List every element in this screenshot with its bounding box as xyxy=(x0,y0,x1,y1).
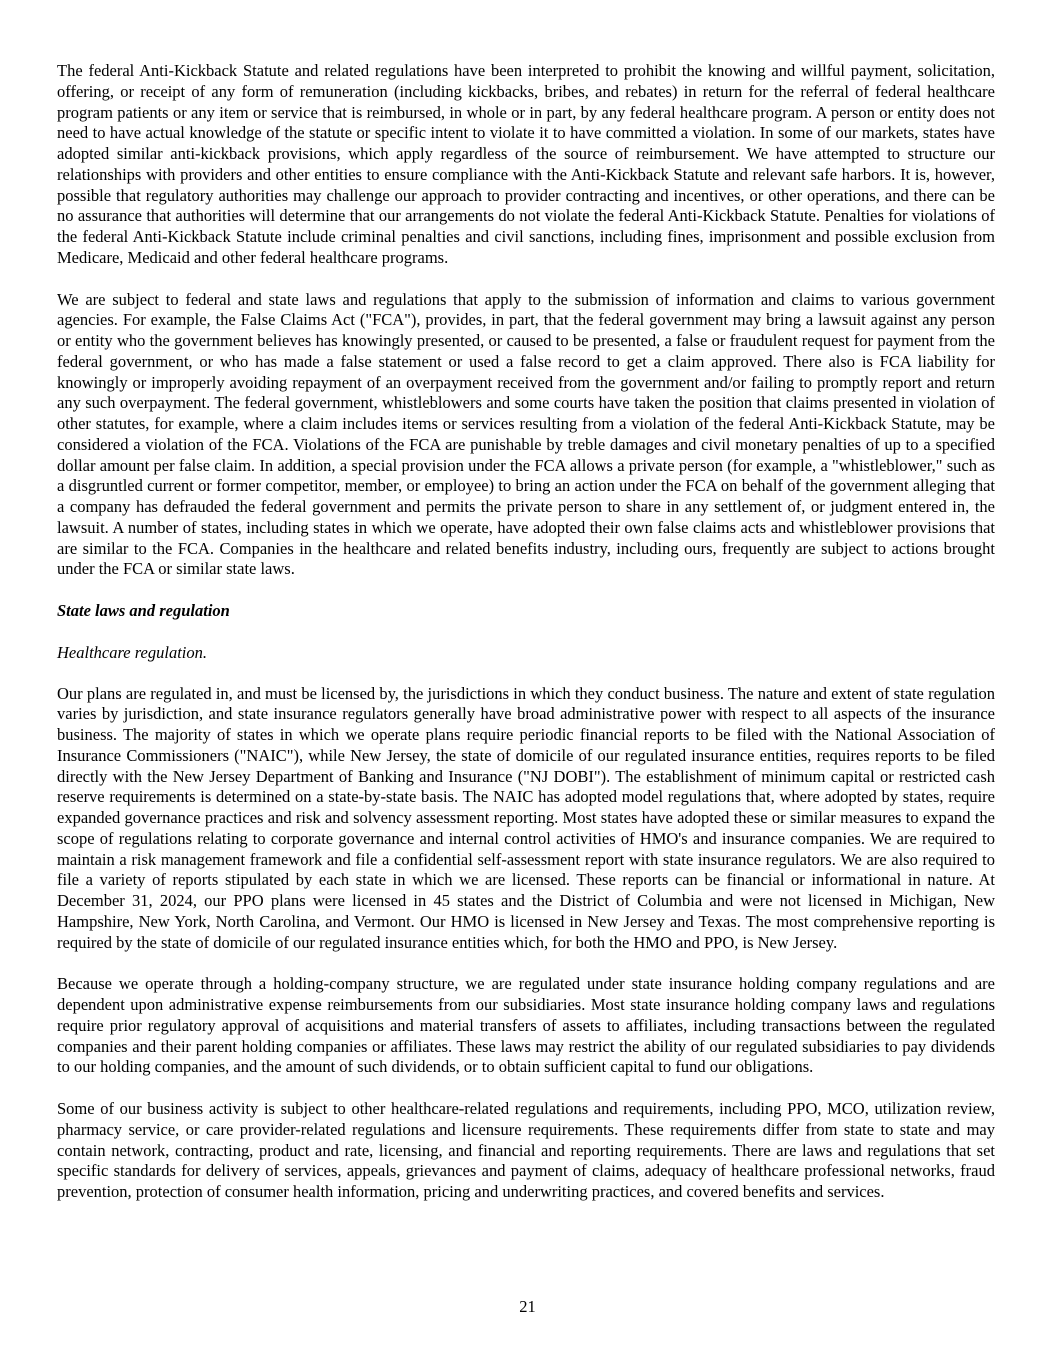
paragraph-anti-kickback-statute: The federal Anti-Kickback Statute and related regulations have been interpreted to prohibit the knowing and willful payment, solicitation, offering, or receipt of any form of remuneration (including kickbacks, bribes, and rebates) in return for the referral of federal healthcare program patients or any item or service that is reimbursed, in whole or in part, by any federal healthcare program. A person or entity does not need to have actual knowledge of the statute or specific intent to violate it to have committed a violation. In some of our markets, states have adopted similar anti-kickback provisions, which apply regardless of the source of reimbursement. We have attempted to structure our relationships with providers and other entities to ensure compliance with the Anti-Kickback Statute and relevant safe harbors. It is, however, possible that regulatory authorities may challenge our approach to provider contracting and incentives, or other operations, and there can be no assurance that authorities will determine that our arrangements do not violate the federal Anti-Kickback Statute. Penalties for violations of the federal Anti-Kickback Statute include criminal penalties and civil sanctions, including fines, imprisonment and possible exclusion from Medicare, Medicaid and other federal healthcare programs. xyxy=(57,61,995,267)
paragraph-holding-company-structure: Because we operate through a holding-company structure, we are regulated under state insurance holding company regulations and are dependent upon administrative expense reimbursements from our subsidiaries. Most state insurance holding company laws and regulations require prior regulatory approval of acquisitions and material transfers of assets to affiliates, including transactions between the regulated companies and their parent holding companies or affiliates. These laws may restrict the ability of our regulated subsidiaries to pay dividends to our holding companies, and the amount of such dividends, or to obtain sufficient capital to fund our obligations. xyxy=(57,974,995,1077)
heading-healthcare-regulation: Healthcare regulation. xyxy=(57,642,207,662)
page-content xyxy=(57,61,995,1224)
heading-state-laws-and-regulation: State laws and regulation xyxy=(57,601,230,620)
page-number: 21 xyxy=(519,1297,536,1316)
paragraph-other-healthcare-regulations: Some of our business activity is subject to other healthcare-related regulations and requirements, including PPO, MCO, utilization review, pharmacy service, or care provider-related regulations and licensure requirements. These requirements differ from state to state and may contain network, contracting, product and rate, licensing, and financial and reporting requirements. There are laws and regulations that set specific standards for delivery of services, appeals, grievances and payment of claims, adequacy of healthcare professional networks, fraud prevention, protection of consumer health information, pricing and underwriting practices, and covered benefits and services. xyxy=(57,1099,995,1201)
paragraph-false-claims-act: We are subject to federal and state laws and regulations that apply to the submission of information and claims to various government agencies. For example, the False Claims Act ("FCA"), provides, in part, that the federal government may bring a lawsuit against any person or entity who the government believes has knowingly presented, or caused to be presented, a false or fraudulent request for payment from the federal government, or who has made a false statement or used a false record to get a claim approved. There also is FCA liability for knowingly or improperly avoiding repayment of an overpayment received from the government and/or failing to promptly report and return any such overpayment. The federal government, whistleblowers and some courts have taken the position that claims presented in violation of other statutes, for example, where a claim includes items or services resulting from a violation of the federal Anti-Kickback Statute, may be considered a violation of the FCA. Violations of the FCA are punishable by treble damages and civil monetary penalties of up to a specified dollar amount per false claim. In addition, a special provision under the FCA allows a private person (for example, a "whistleblower," such as a disgruntled current or former competitor, member, or employee) to bring an action under the FCA on behalf of the government alleging that a company has defrauded the federal government and permits the private person to share in any settlement of, or judgment entered in, the lawsuit. A number of states, including states in which we operate, have adopted their own false claims acts and whistleblower provisions that are similar to the FCA. Companies in the healthcare and related benefits industry, including ours, frequently are subject to actions brought under the FCA or similar state laws. xyxy=(57,289,995,579)
paragraph-state-plan-regulation: Our plans are regulated in, and must be licensed by, the jurisdictions in which they conduct business. The nature and extent of state regulation varies by jurisdiction, and state insurance regulators generally have broad administrative power with respect to all aspects of the insurance business. The majority of states in which we operate plans require periodic financial reports to be filed with the National Association of Insurance Commissioners ("NAIC"), while New Jersey, the state of domicile of our regulated insurance entities, requires reports to be filed directly with the New Jersey Department of Banking and Insurance ("NJ DOBI"). The establishment of minimum capital or restricted cash reserve requirements is determined on a state-by-state basis. The NAIC has adopted model regulations that, where adopted by states, require expanded governance practices and risk and solvency assessment reporting. Most states have adopted these or similar measures to expand the scope of regulations relating to corporate governance and internal control activities of HMO's and insurance companies. We are required to maintain a risk management framework and file a confidential self-assessment report with state insurance regulators. We are also required to file a variety of reports stipulated by each state in which we are licensed. These reports can be financial or informational in nature. At December 31, 2024, our PPO plans were licensed in 45 states and the District of Columbia and were not licensed in Michigan, New Hampshire, New York, North Carolina, and Vermont. Our HMO is licensed in New Jersey and Texas. The most comprehensive reporting is required by the state of domicile of our regulated insurance entities which, for both the HMO and PPO, is New Jersey. xyxy=(57,683,995,952)
